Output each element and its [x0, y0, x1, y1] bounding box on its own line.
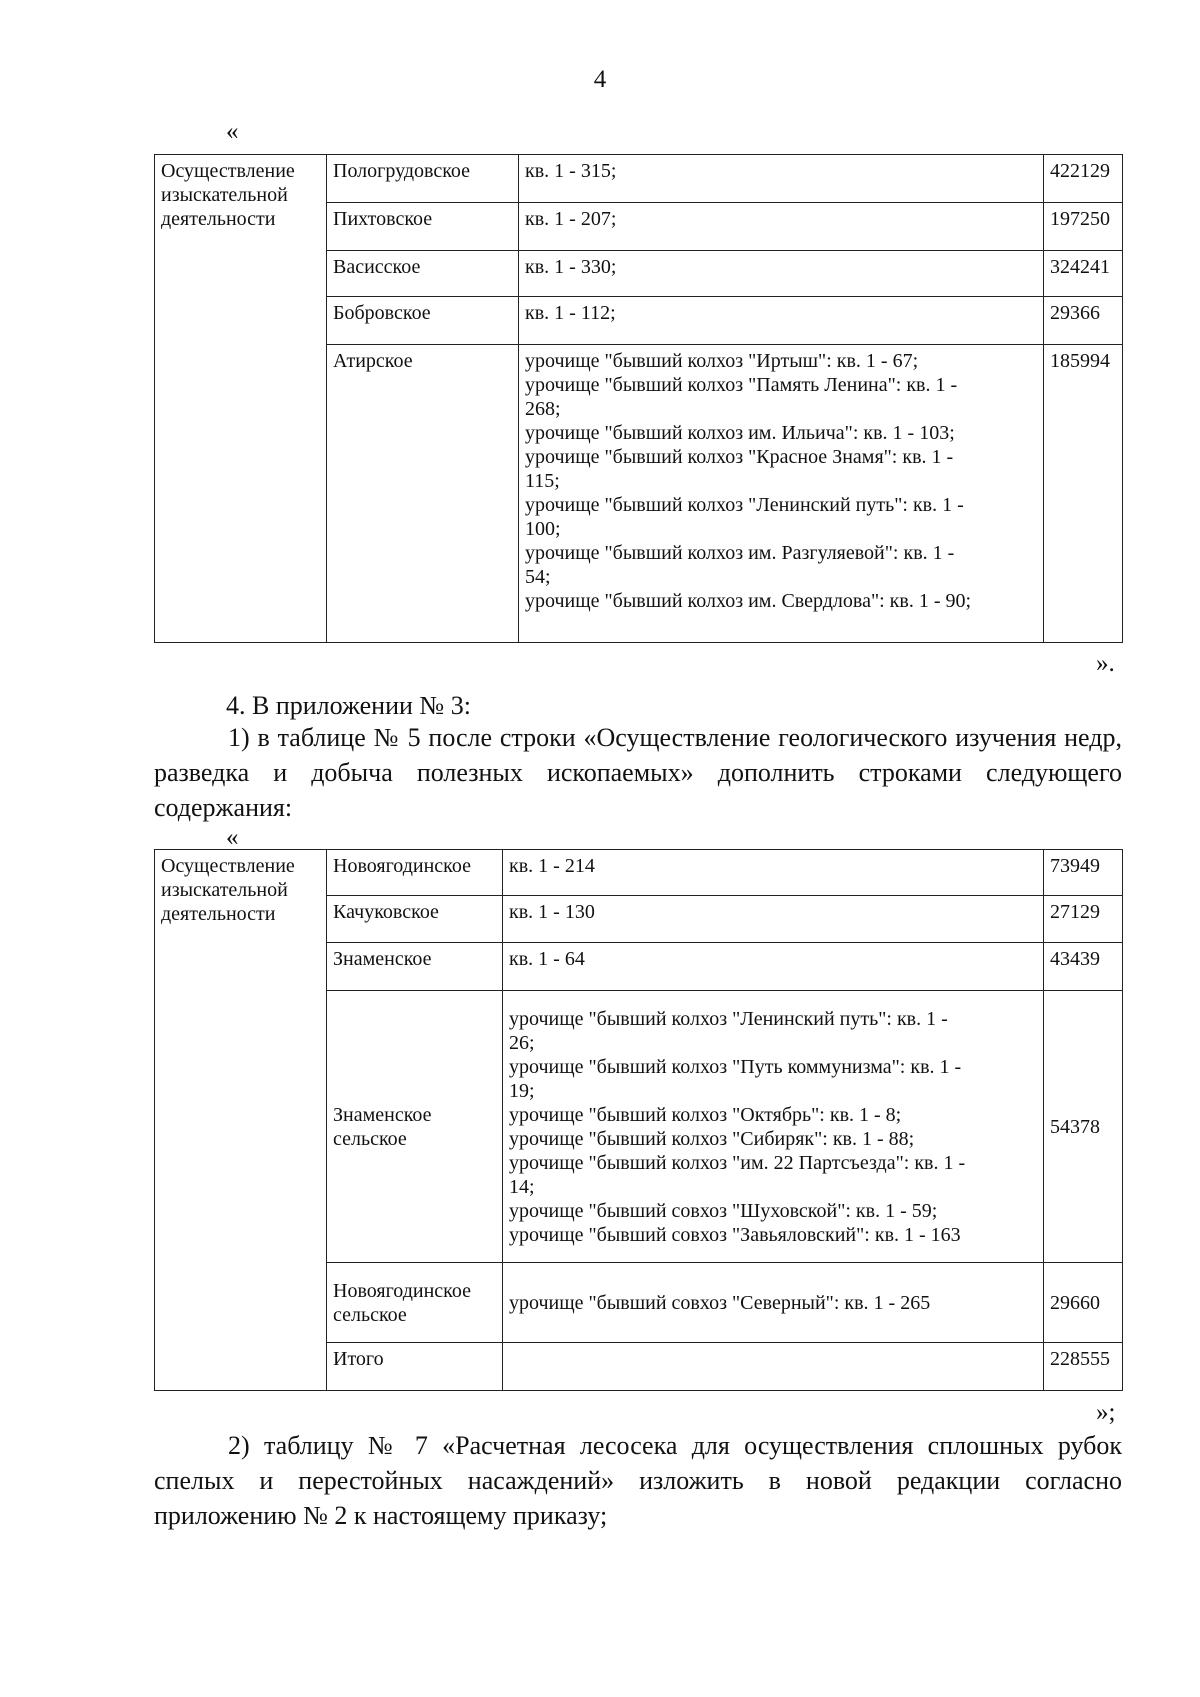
quarters-line: 19;: [509, 1079, 535, 1102]
quarters-cell: [519, 345, 1044, 643]
quarters-cell: [503, 896, 1044, 943]
area-cell: 29660: [1044, 1263, 1123, 1343]
table-forest-areas-2: [154, 849, 1123, 1391]
quarters-line: урочище "бывший колхоз "Ленинский путь": кв. 1 -: [509, 1007, 948, 1030]
area-cell: 228555: [1044, 1343, 1123, 1391]
quarters-cell: [503, 943, 1044, 991]
quarters-line: урочище "бывший совхоз "Шуховской": кв. 1 - 59;: [509, 1199, 938, 1222]
section-4-item-2: 2) таблицу № 7 «Расчетная лесосека для осуществления сплошных рубок спелых и перестойных насаждений» изложить в новой редакции согласно приложению № 2 к настоящему приказу;: [154, 1431, 1122, 1530]
quarters-line: урочище "бывший колхоз им. Разгуляевой": кв. 1 -: [525, 542, 955, 564]
area-cell: 29366: [1044, 297, 1123, 345]
quarters-line: урочище "бывший колхоз "Память Ленина": кв. 1 -: [525, 374, 958, 396]
quarters-cell: [503, 850, 1044, 896]
category-cell: Осуществление изыскательной деятельности: [155, 850, 327, 1391]
quarters-line: урочище "бывший колхоз "Путь коммунизма": кв. 1 -: [509, 1055, 962, 1078]
forestry-cell: Знаменское: [327, 943, 503, 991]
quarters-line: кв. 1 - 64: [509, 948, 585, 970]
table-row: [155, 155, 1123, 203]
forestry-cell: Атирское: [327, 345, 519, 643]
quarters-cell: [503, 991, 1044, 1263]
quarters-line: урочище "бывший колхоз "Ленинский путь": кв. 1 -: [525, 494, 964, 516]
quarters-line: урочище "бывший колхоз "Красное Знамя": кв. 1 -: [525, 446, 954, 468]
table1-closing-quote: ».: [1096, 650, 1115, 677]
quarters-line: урочище "бывший колхоз "Сибиряк": кв. 1 - 88;: [509, 1127, 915, 1150]
quarters-cell: [503, 1263, 1044, 1343]
quarters-line: кв. 1 - 130: [509, 901, 595, 923]
table-forest-areas-1: [154, 154, 1123, 643]
area-cell: 43439: [1044, 943, 1123, 991]
quarters-cell: [519, 155, 1044, 203]
quarters-line: урочище "бывший колхоз им. Ильича": кв. 1 - 103;: [525, 422, 955, 444]
forestry-cell: Знаменское сельское: [327, 991, 503, 1263]
quarters-line: урочище "бывший совхоз "Завьяловский": кв. 1 - 163: [509, 1223, 961, 1246]
quarters-line: кв. 1 - 330;: [525, 256, 617, 278]
forestry-cell: Васисское: [327, 251, 519, 297]
forestry-cell: Бобровское: [327, 297, 519, 345]
page-number: 4: [593, 66, 607, 93]
area-cell: 54378: [1044, 991, 1123, 1263]
forestry-cell: Пихтовское: [327, 203, 519, 251]
forestry-cell: Новоягодинское: [327, 850, 503, 896]
quarters-line: 54;: [525, 566, 551, 588]
forestry-cell: Новоягодинское сельское: [327, 1263, 503, 1343]
table-row: [155, 850, 1123, 896]
quarters-line: 268;: [525, 398, 561, 420]
area-cell: 27129: [1044, 896, 1123, 943]
quarters-cell: [519, 203, 1044, 251]
quarters-line: 14;: [509, 1175, 535, 1198]
quarters-line: урочище "бывший колхоз "Октябрь": кв. 1 - 8;: [509, 1103, 902, 1126]
forestry-cell: Пологрудовское: [327, 155, 519, 203]
quarters-line: урочище "бывший колхоз им. Свердлова": кв. 1 - 90;: [525, 590, 972, 612]
quarters-cell: [519, 297, 1044, 345]
area-cell: 73949: [1044, 850, 1123, 896]
quarters-cell: [503, 1343, 1044, 1391]
quarters-line: кв. 1 - 214: [509, 855, 595, 877]
area-cell: 324241: [1044, 251, 1123, 297]
quarters-line: урочище "бывший совхоз "Северный": кв. 1 - 265: [509, 1291, 931, 1314]
quarters-line: урочище "бывший колхоз "им. 22 Партсъезда": кв. 1 -: [509, 1151, 966, 1174]
quarters-line: 115;: [525, 470, 560, 492]
quarters-line: урочище "бывший колхоз "Иртыш": кв. 1 - 67;: [525, 350, 919, 372]
area-cell: 422129: [1044, 155, 1123, 203]
quarters-cell: [519, 251, 1044, 297]
area-cell: 185994: [1044, 345, 1123, 643]
forestry-cell: Качуковское: [327, 896, 503, 943]
table2-closing-quote: »;: [1096, 1399, 1116, 1426]
area-cell: 197250: [1044, 203, 1123, 251]
quarters-line: 100;: [525, 518, 561, 540]
forestry-cell: Итого: [327, 1343, 503, 1391]
opening-quote: «: [226, 118, 239, 145]
quarters-line: 26;: [509, 1031, 535, 1054]
section-4-heading: 4. В приложении № 3:: [226, 691, 471, 720]
quarters-line: кв. 1 - 207;: [525, 208, 617, 230]
opening-quote-2: «: [226, 824, 239, 851]
quarters-line: кв. 1 - 112;: [525, 302, 616, 324]
section-4-item-1: 1) в таблице № 5 после строки «Осуществление геологического изучения недр, разведка и добыча полезных ископаемых» дополнить строками следующего содержания:: [154, 723, 1122, 822]
category-cell: Осуществление изыскательной деятельности: [155, 155, 327, 643]
quarters-line: кв. 1 - 315;: [525, 160, 617, 182]
